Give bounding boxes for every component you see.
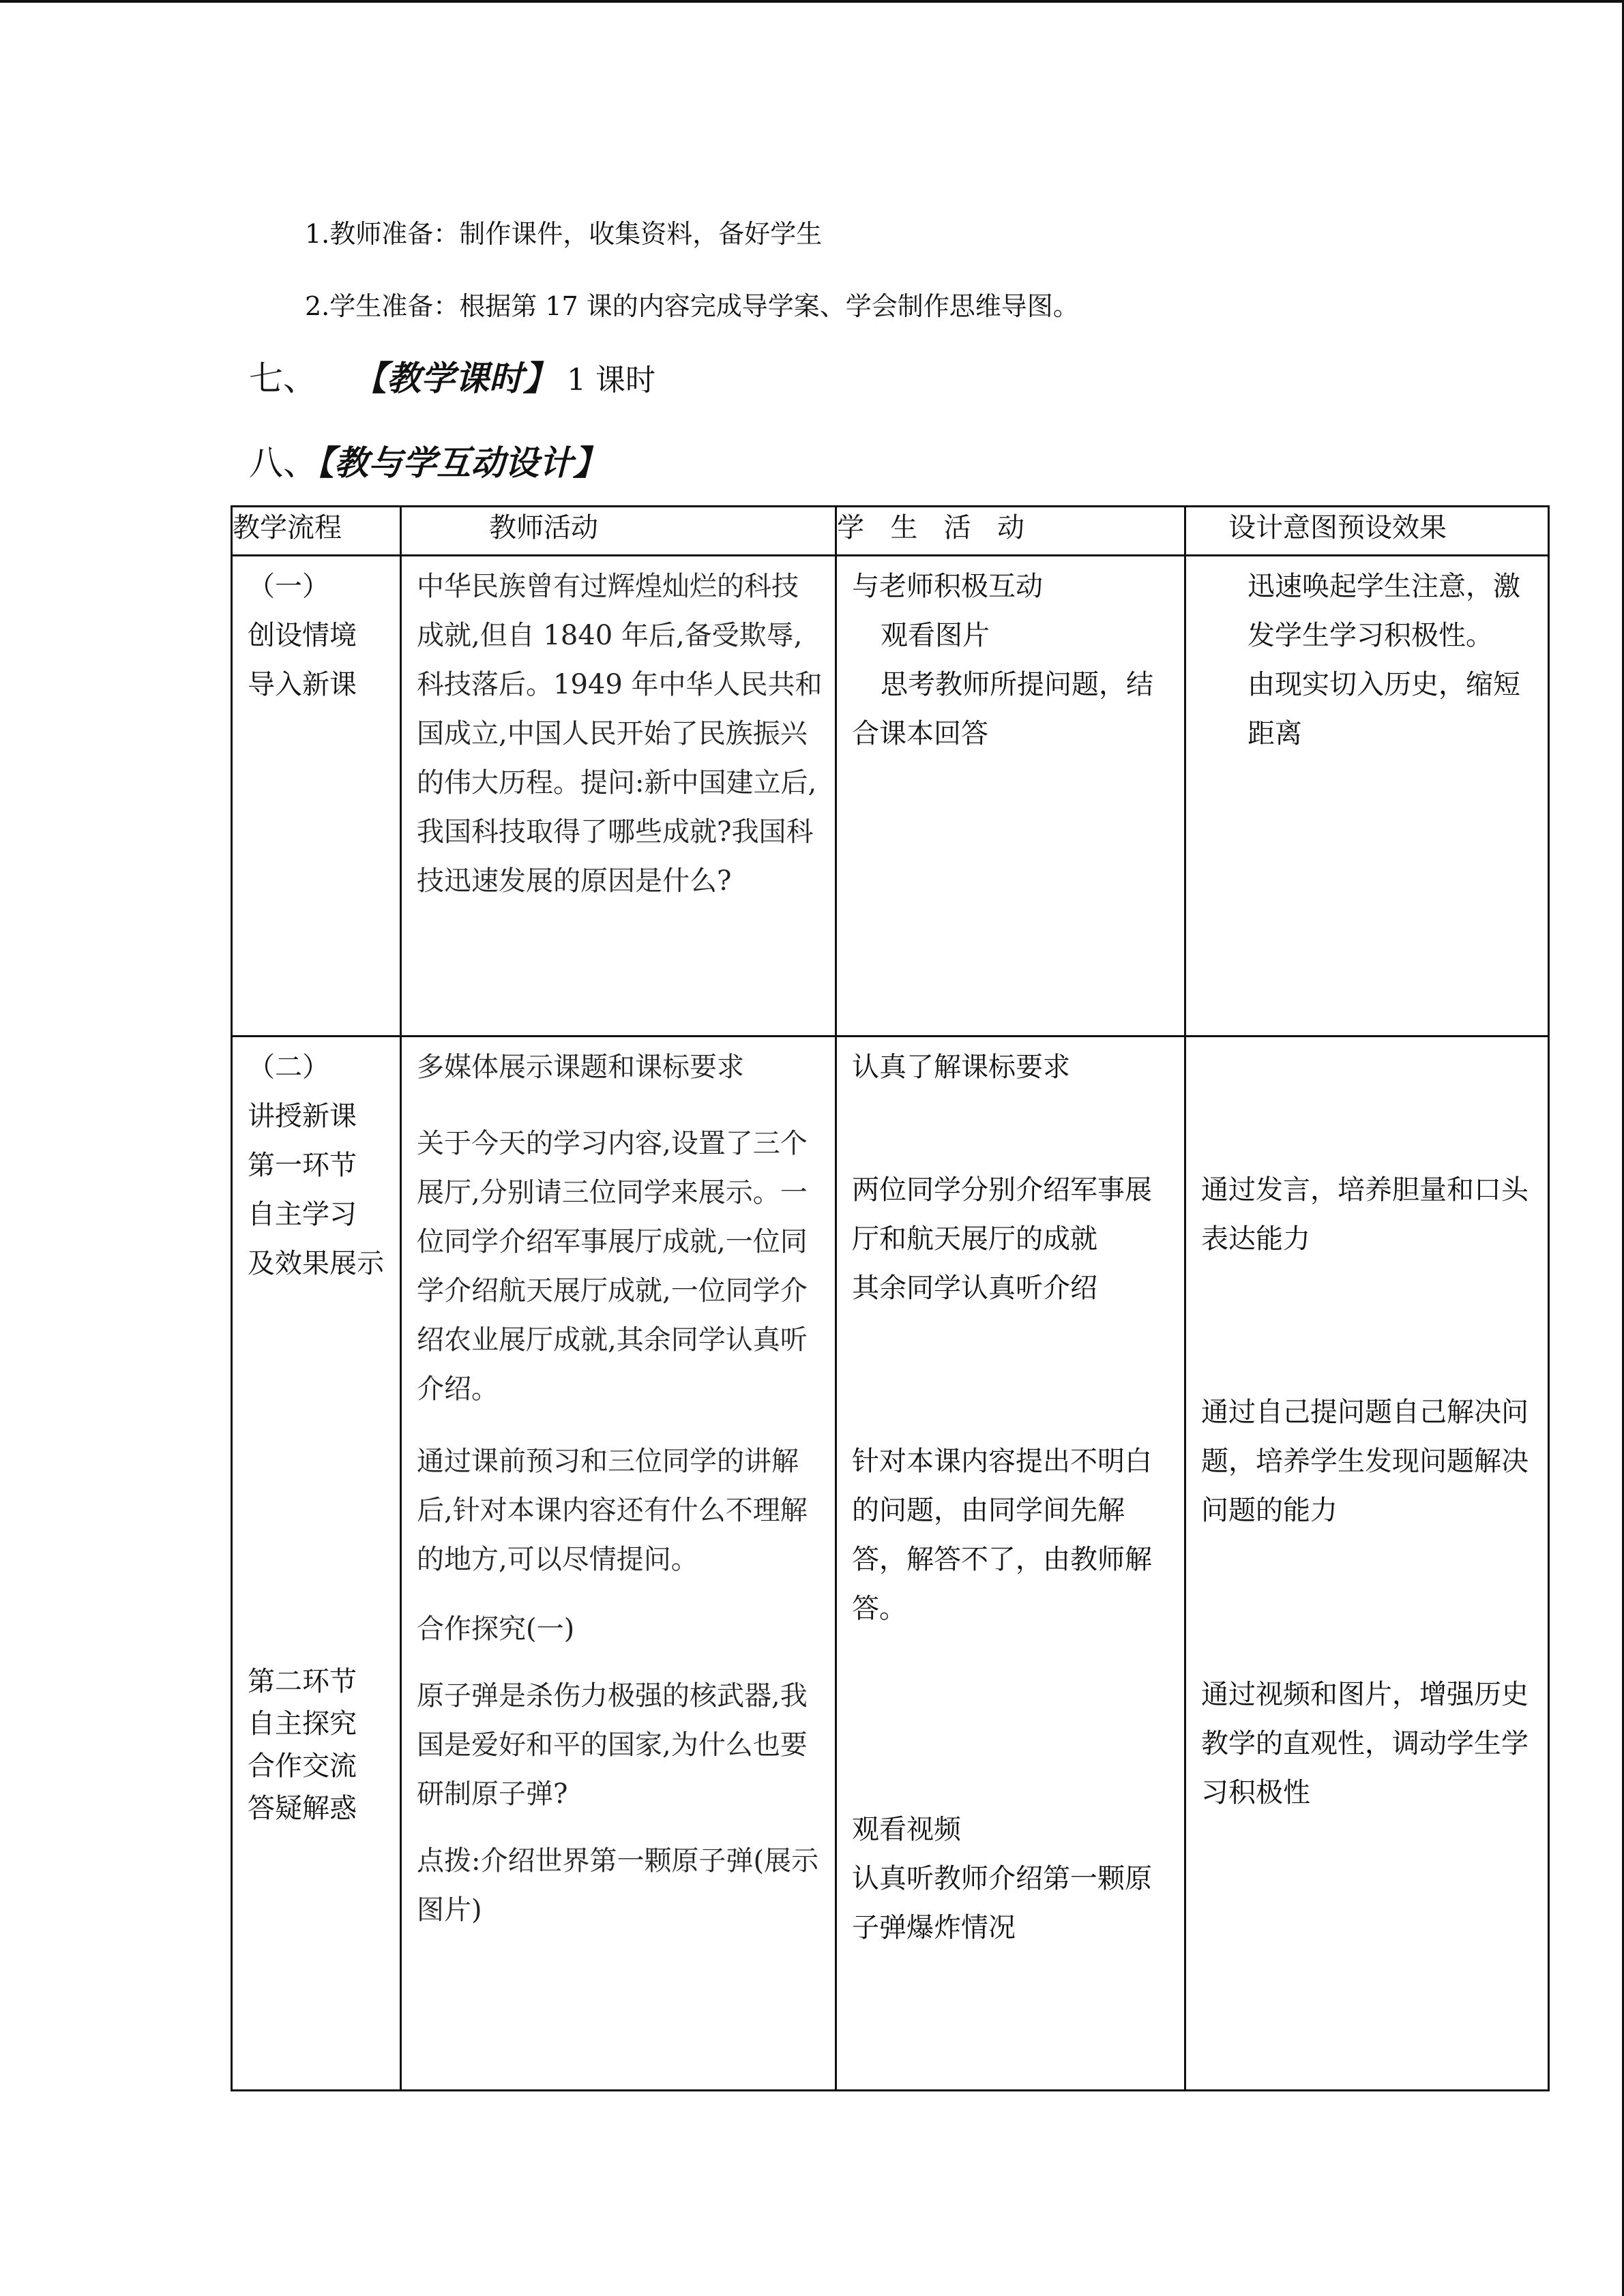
flow-line: 创设情境: [248, 620, 357, 652]
section-7-heading: [249, 356, 655, 403]
header-intent: 设计意图预设效果: [1185, 507, 1549, 556]
student-activity-cell: [836, 1036, 1185, 2090]
header-student: 学 生 活 动: [836, 507, 1185, 556]
student-activity-line: 观看视频: [852, 1813, 961, 1845]
teacher-activity-text: 通过课前预习和三位同学的讲解后,针对本课内容还有什么不理解的地方,可以尽情提问。: [417, 1445, 808, 1575]
flow-line: （一）: [248, 571, 329, 603]
design-intent-cell: [1185, 1036, 1549, 2090]
teacher-activity-text: 多媒体展示课题和课标要求: [417, 1051, 744, 1083]
teacher-activity-text: 合作探究(一): [417, 1613, 575, 1645]
flow-line: 第二环节: [248, 1665, 357, 1697]
flow-line: 自主探究: [248, 1708, 357, 1740]
design-intent-line: 通过视频和图片，增强历史教学的直观性，调动学生学习积极性: [1201, 1678, 1529, 1808]
design-intent-line: 通过发言，培养胆量和口头表达能力: [1201, 1174, 1529, 1255]
teacher-activity-text: 点拨:介绍世界第一颗原子弹(展示图片): [417, 1845, 819, 1926]
teacher-preparation: 1.教师准备：制作课件，收集资料，备好学生: [305, 219, 823, 249]
student-activity-line: 观看图片: [881, 620, 990, 652]
student-activity-line: 其余同学认真听介绍: [852, 1272, 1097, 1304]
student-preparation: 2.学生准备：根据第 17 课的内容完成导学案、学会制作思维导图。: [305, 291, 1079, 321]
student-activity-line: 针对本课内容提出不明白的问题，由同学间先解答，解答不了，由教师解答。: [852, 1445, 1152, 1624]
student-activity-line: 认真了解课标要求: [852, 1051, 1070, 1083]
interaction-design-table: [231, 505, 1550, 2091]
flow-line: 讲授新课: [248, 1100, 357, 1132]
design-intent-line: 由现实切入历史，缩短距离: [1247, 669, 1520, 750]
teacher-activity-text: 中华民族曾有过辉煌灿烂的科技成就,但自 1840 年后,备受欺辱,科技落后。1949 年中华人民共和国成立,中国人民开始了民族振兴的伟大历程。提问:新中国建立后,我国科技取得了哪些成就?我国科技迅速发展的原因是什么?: [417, 571, 823, 897]
flow-cell: [232, 1036, 401, 2090]
section-8-number: 八、: [249, 443, 317, 483]
section-8-title: 【教与学互动设计】: [317, 443, 607, 483]
student-activity-cell: [836, 556, 1185, 1037]
section-7-title: 【教学课时】: [353, 358, 557, 398]
header-flow: 教学流程: [232, 507, 401, 556]
table-row: [232, 556, 1549, 1037]
flow-line: 第一环节: [248, 1149, 357, 1181]
table-header-row: [232, 507, 1549, 556]
section-8-heading: [249, 441, 607, 486]
flow-line: 导入新课: [248, 669, 357, 701]
teacher-activity-cell: [401, 556, 836, 1037]
section-7-extra: 1 课时: [557, 363, 655, 398]
table-row: [232, 1036, 1549, 2090]
teacher-activity-text: 原子弹是杀伤力极强的核武器,我国是爱好和平的国家,为什么也要研制原子弹?: [417, 1680, 808, 1810]
student-activity-line: 认真听教师介绍第一颗原子弹爆炸情况: [852, 1862, 1152, 1943]
student-activity-line: 两位同学分别介绍军事展厅和航天展厅的成就: [852, 1174, 1152, 1255]
design-intent-line: 通过自己提问题自己解决问题，培养学生发现问题解决问题的能力: [1201, 1396, 1529, 1526]
flow-line: 及效果展示: [248, 1247, 384, 1279]
flow-cell: [232, 556, 401, 1037]
student-activity-line: 与老师积极互动: [852, 571, 1043, 603]
flow-line: 自主学习: [248, 1198, 357, 1230]
header-teacher: 教师活动: [401, 507, 836, 556]
flow-line: （二）: [248, 1051, 329, 1083]
page-top-border: [0, 0, 1624, 3]
section-7-number: 七、: [249, 359, 317, 398]
teacher-activity-cell: [401, 1036, 836, 2090]
design-intent-cell: [1185, 556, 1549, 1037]
flow-line: 答疑解惑: [248, 1792, 357, 1824]
student-activity-line: 思考教师所提问题，结合课本回答: [852, 669, 1153, 750]
flow-line: 合作交流: [248, 1750, 357, 1782]
teacher-activity-text: 关于今天的学习内容,设置了三个展厅,分别请三位同学来展示。一位同学介绍军事展厅成就,一位同学介绍航天展厅成就,一位同学介绍农业展厅成就,其余同学认真听介绍。: [417, 1127, 808, 1405]
design-intent-line: 迅速唤起学生注意，激发学生学习积极性。: [1247, 571, 1520, 652]
